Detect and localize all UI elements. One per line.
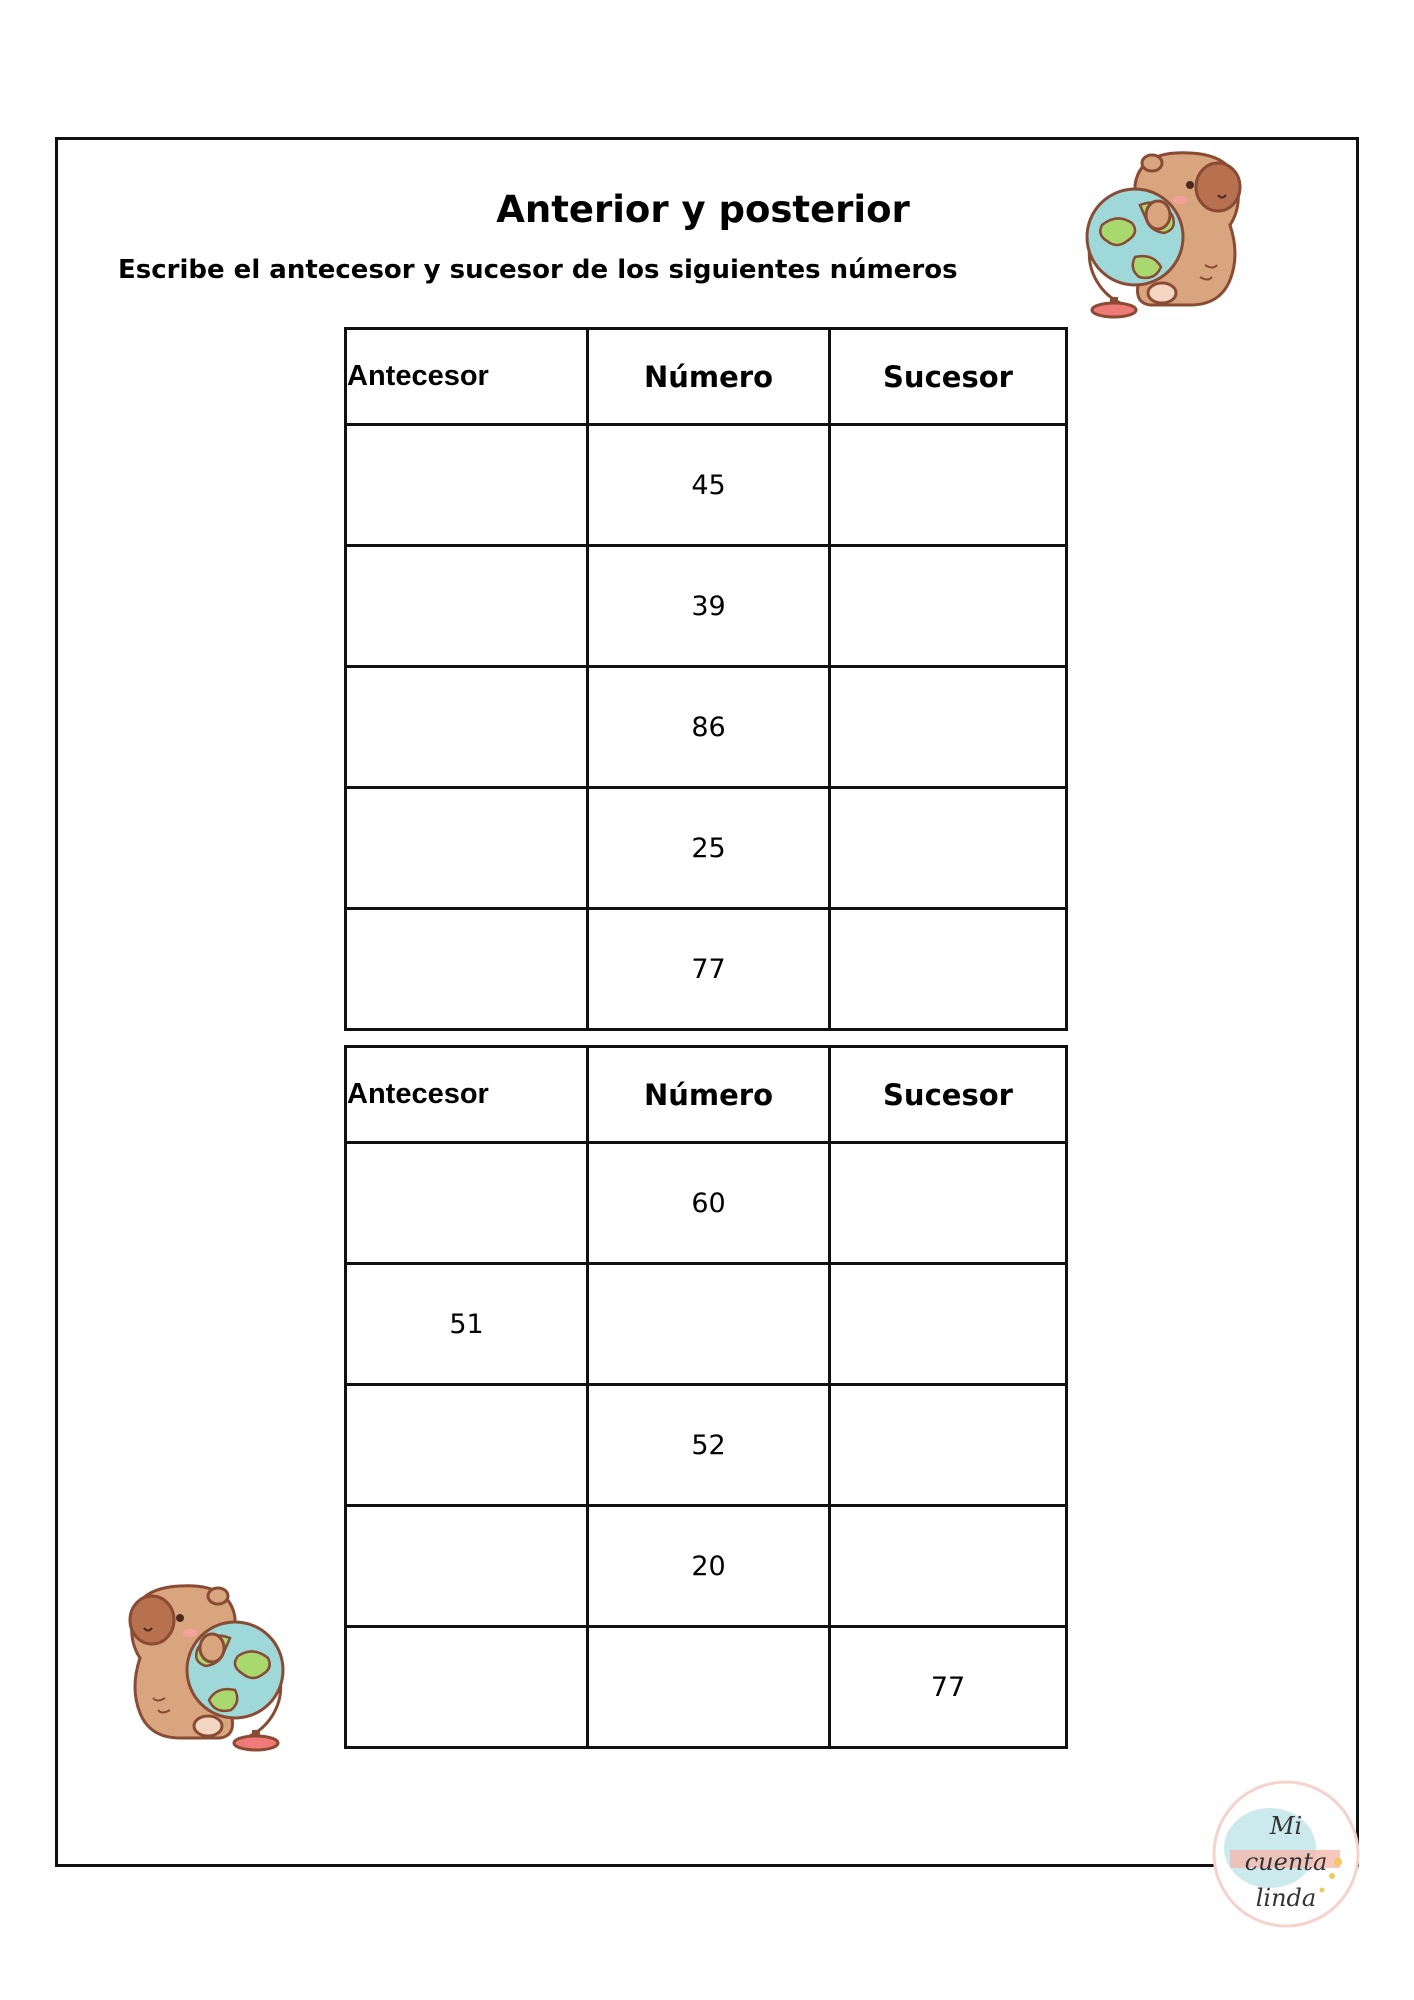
table-row [346,1627,1067,1748]
table-row [346,1143,1067,1264]
capybara-globe-illustration [120,1578,330,1753]
worksheet-title: Anterior y posterior [496,188,910,231]
worksheet-table-1 [344,327,1068,1031]
antecesor-cell[interactable] [346,1385,588,1506]
sucesor-cell[interactable] [830,1385,1067,1506]
numero-cell: 25 [588,788,830,909]
table-row [346,546,1067,667]
logo-text-line2: cuenta [1244,1848,1328,1876]
sucesor-cell: 77 [830,1627,1067,1748]
sucesor-cell[interactable] [830,1143,1067,1264]
numero-cell: 52 [588,1385,830,1506]
table-row [346,1506,1067,1627]
capybara-globe-illustration [1040,145,1250,320]
logo-text-line1: Mi [1269,1812,1303,1840]
antecesor-cell[interactable] [346,1143,588,1264]
antecesor-cell[interactable] [346,1506,588,1627]
antecesor-cell[interactable] [346,546,588,667]
antecesor-cell[interactable] [346,1627,588,1748]
sucesor-cell[interactable] [830,788,1067,909]
numero-cell: 86 [588,667,830,788]
antecesor-cell[interactable] [346,788,588,909]
antecesor-cell[interactable] [346,909,588,1030]
sucesor-cell[interactable] [830,425,1067,546]
sucesor-cell[interactable] [830,546,1067,667]
header-antecesor: Antecesor [346,1047,588,1143]
table-header-row [346,329,1067,425]
numero-cell: 77 [588,909,830,1030]
table-row [346,1264,1067,1385]
sucesor-cell[interactable] [830,1264,1067,1385]
numero-cell: 60 [588,1143,830,1264]
numero-cell: 39 [588,546,830,667]
numero-cell: 45 [588,425,830,546]
worksheet-instructions: Escribe el antecesor y sucesor de los siguientes números [118,255,958,285]
sucesor-cell[interactable] [830,1506,1067,1627]
brand-logo [1210,1778,1362,1930]
header-sucesor: Sucesor [830,329,1067,425]
table-row [346,788,1067,909]
header-numero: Número [588,1047,830,1143]
table-row [346,425,1067,546]
logo-text-line3: linda [1255,1884,1317,1912]
numero-cell[interactable] [588,1264,830,1385]
table-row [346,909,1067,1030]
sucesor-cell[interactable] [830,909,1067,1030]
table-row [346,1385,1067,1506]
table-header-row [346,1047,1067,1143]
antecesor-cell[interactable] [346,425,588,546]
header-numero: Número [588,329,830,425]
table-row [346,667,1067,788]
antecesor-cell[interactable] [346,667,588,788]
antecesor-cell: 51 [346,1264,588,1385]
header-sucesor: Sucesor [830,1047,1067,1143]
sucesor-cell[interactable] [830,667,1067,788]
worksheet-table-2 [344,1045,1068,1749]
numero-cell: 20 [588,1506,830,1627]
header-antecesor: Antecesor [346,329,588,425]
numero-cell[interactable] [588,1627,830,1748]
